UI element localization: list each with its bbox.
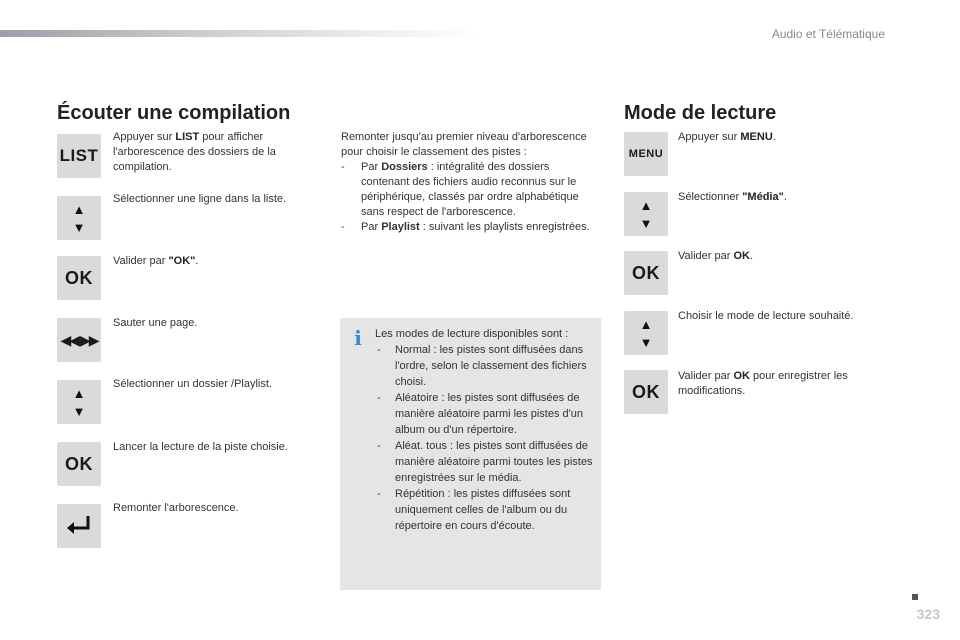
list-key-icon: LIST — [57, 134, 101, 178]
info-intro: Les modes de lecture disponibles sont : — [375, 328, 569, 340]
up-down-arrows-icon: ▲ ▼ — [57, 380, 101, 424]
classification-item-playlist: - Par Playlist : suivant les playlists enregistrées. — [341, 221, 590, 233]
step-list: Appuyer sur LIST pour afficher l'arborescence des dossiers de la compilation. — [113, 131, 276, 173]
info-box — [340, 318, 601, 590]
ok-key-icon: OK — [57, 442, 101, 486]
section-title: Audio et Télématique — [771, 27, 885, 41]
info-item-random: - Aléatoire : les pistes sont diffusées de manière aléatoire parmi les pistes d'un album ou d'un répertoire. — [377, 392, 583, 436]
right-section-title: Mode de lecture — [624, 102, 777, 124]
left-section-title: Écouter une compilation — [57, 102, 291, 124]
skip-page-arrows-icon: ◀◀ ▶▶ — [57, 318, 101, 362]
step-save-mode: Valider par OK pour enregistrer les modifications. — [678, 370, 848, 397]
step-skip-page: Sauter une page. — [113, 317, 198, 329]
info-item-normal: - Normal : les pistes sont diffusées dans l'ordre, selon le classement des fichiers choisi. — [377, 344, 587, 388]
header-gradient-bar — [0, 30, 480, 37]
info-item-random-all: - Aléat. tous : les pistes sont diffusées de manière aléatoire parmi toutes les pistes enregistrées sur le média. — [377, 440, 593, 484]
up-down-arrows-icon: ▲ ▼ — [57, 196, 101, 240]
classification-item-folders: - Par Dossiers : intégralité des dossiers contenant des fichiers audio reconnus sur le périphérique, classés par ordre alphabétique sans respect de l'arborescence. — [341, 161, 579, 218]
step-go-up-tree: Remonter l'arborescence. — [113, 502, 239, 514]
classification-explanation — [341, 130, 599, 235]
step-select-media: Sélectionner "Média". — [678, 191, 787, 203]
ok-key-icon: OK — [624, 251, 668, 295]
step-play-track: Lancer la lecture de la piste choisie. — [113, 441, 288, 453]
classification-intro: Remonter jusqu'au premier niveau d'arborescence pour choisir le classement des pistes : — [341, 131, 587, 158]
page-number: 323 — [916, 606, 940, 622]
info-icon: i — [354, 326, 362, 350]
step-validate-ok: Valider par "OK". — [113, 255, 199, 267]
step-select-folder: Sélectionner un dossier /Playlist. — [113, 378, 272, 390]
step-validate-ok: Valider par OK. — [678, 250, 753, 262]
up-down-arrows-icon: ▲ ▼ — [624, 311, 668, 355]
step-choose-mode: Choisir le mode de lecture souhaité. — [678, 310, 854, 322]
back-arrow-icon — [57, 504, 101, 548]
ok-key-icon: OK — [624, 370, 668, 414]
step-press-menu: Appuyer sur MENU. — [678, 131, 776, 143]
menu-key-icon: MENU — [624, 132, 668, 176]
page-marker — [912, 594, 918, 600]
ok-key-icon: OK — [57, 256, 101, 300]
info-item-repeat: - Répétition : les pistes diffusées sont uniquement celles de l'album ou du répertoire en cours d'écoute. — [377, 488, 571, 532]
up-down-arrows-icon: ▲ ▼ — [624, 192, 668, 236]
step-select-line: Sélectionner une ligne dans la liste. — [113, 193, 287, 205]
